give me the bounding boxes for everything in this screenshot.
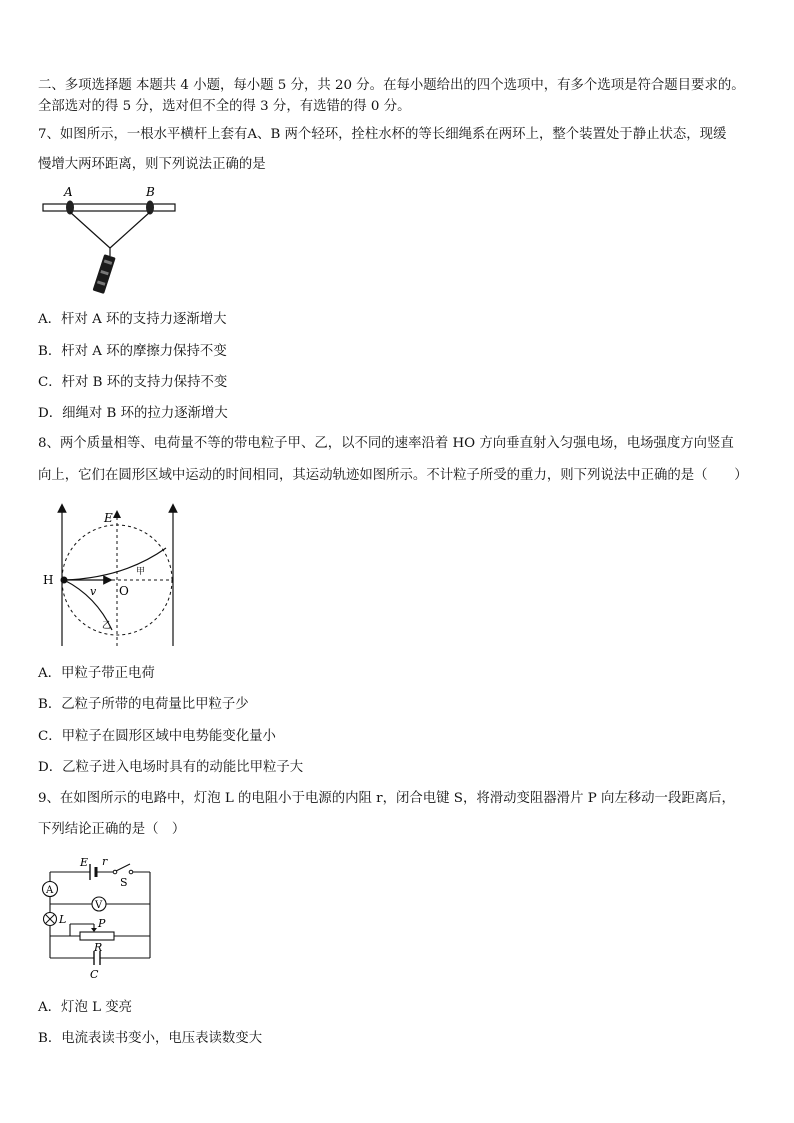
q9-label-p: P (98, 917, 106, 930)
q7-rings-figure (38, 182, 188, 300)
q7-option-d[interactable]: D．细绳对 B 环的拉力逐渐增大 (38, 406, 228, 421)
q9-label-l: L (59, 913, 67, 926)
q8-label-o: O (119, 584, 129, 598)
q9-label-s: S (120, 876, 128, 889)
q9-circuit-figure (34, 852, 164, 984)
q7-string-right (110, 212, 150, 248)
q7-stem-line1: 7、如图所示，一根水平横杆上套有A、B 两个轻环，拴柱水杯的等长细绳系在两环上，整个装置处于静止状态，现缓 (38, 127, 727, 142)
q9-stem-line2: 下列结论正确的是（ ） (38, 822, 186, 837)
q9-label-r: r (102, 855, 108, 868)
q9-rheostat-icon (80, 932, 114, 940)
q8-stem-line2: 向上，它们在圆形区域中运动的时间相同，其运动轨迹如图所示。不计粒子所受的重力，则下列说法中正确的是（ ） (38, 468, 748, 483)
q9-label-rr: R (94, 941, 103, 954)
q8-field-figure (36, 500, 186, 652)
q9-option-b[interactable]: B．电流表读书变小，电压表读数变大 (38, 1031, 263, 1046)
q9-label-e: E (80, 856, 89, 869)
q8-label-jia: 甲 (136, 567, 146, 577)
q7-string-left (70, 212, 110, 248)
q8-option-d[interactable]: D．乙粒子进入电场时具有的动能比甲粒子大 (38, 760, 304, 775)
q9-switch-icon (116, 864, 130, 871)
q9-option-a[interactable]: A．灯泡 L 变亮 (38, 1000, 133, 1015)
q7-option-b[interactable]: B．杆对 A 环的摩擦力保持不变 (38, 344, 227, 359)
q9-stem-line1: 9、在如图所示的电路中，灯泡 L 的电阻小于电源的内阻 r，闭合电键 S，将滑动变阻器滑片 P 向左移动一段距离后， (38, 791, 735, 806)
q7-option-a[interactable]: A．杆对 A 环的支持力逐渐增大 (38, 312, 227, 327)
svg-text:V: V (95, 900, 103, 911)
q7-horizontal-rod (43, 204, 175, 211)
svg-text:A: A (46, 885, 54, 896)
q8-option-a[interactable]: A．甲粒子带正电荷 (38, 666, 155, 681)
q8-option-b[interactable]: B．乙粒子所带的电荷量比甲粒子少 (38, 697, 249, 712)
q7-label-a: A (64, 185, 73, 199)
q8-trajectory-jia (64, 548, 166, 580)
q8-option-c[interactable]: C．甲粒子在圆形区域中电势能变化量小 (38, 729, 276, 744)
q7-stem-line2: 慢增大两环距离，则下列说法正确的是 (38, 157, 266, 172)
q8-label-e: E (104, 511, 113, 525)
q8-label-yi: 乙 (102, 621, 112, 631)
q9-label-c: C (90, 968, 99, 981)
q8-label-v: v (90, 585, 97, 598)
q7-cup-icon (93, 254, 116, 294)
q8-stem-line1: 8、两个质量相等、电荷量不等的带电粒子甲、乙，以不同的速率沿着 HO 方向垂直射入匀强电场，电场强度方向竖直 (38, 436, 734, 451)
q8-label-h: H (43, 573, 54, 587)
section-heading: 二、多项选择题 本题共 4 小题，每小题 5 分，共 20 分。在每小题给出的四个选项中，有多个选项是符合题目要求的。 (38, 78, 745, 93)
q7-option-c[interactable]: C．杆对 B 环的支持力保持不变 (38, 375, 228, 390)
q7-label-b: B (146, 185, 155, 199)
section-rule: 全部选对的得 5 分，选对但不全的得 3 分，有选错的得 0 分。 (38, 99, 411, 114)
